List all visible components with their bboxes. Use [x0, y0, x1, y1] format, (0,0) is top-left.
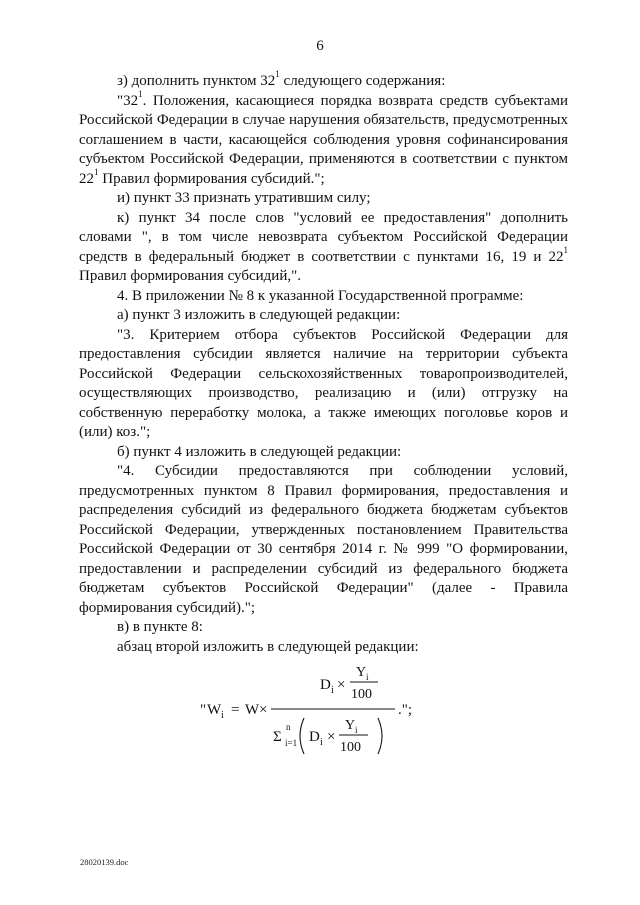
paragraph-z-text-a: з) дополнить пунктом 32	[117, 73, 276, 89]
formula-den-times: ×	[327, 729, 336, 745]
paragraph-k-text-a: к) пункт 34 после слов "условий ее предоставления" дополнить словами ", в том числе невозврата субъектом Российской Федерации средств в федеральный бюджет в соответствии с пунктами 16, 19 и 22	[79, 209, 568, 265]
formula-den-d-sub: i	[320, 737, 323, 748]
formula-num-y-sub: i	[366, 672, 369, 682]
formula-den-d: D	[309, 729, 320, 745]
paragraph-k-superscript: 1	[563, 244, 568, 255]
paragraph-3-quote: "3. Критерием отбора субъектов Российской Федерации для предоставления субсидии является наличие на территории субъекта Российской Федерации сельскохозяйственных товаропроизводителей, осуществляющих производство, реализацию и (или) отгрузку на собственную переработку молока, а также имеющих поголовье коров и (или) коз.";	[79, 326, 568, 440]
paragraph-k	[79, 209, 568, 287]
formula-closing: .";	[398, 702, 413, 718]
formula-left-paren	[300, 718, 304, 754]
formula-den-y: Y	[345, 718, 356, 733]
paragraph-32-text-a: "32	[117, 92, 139, 109]
paragraph-k-text-b: Правил формирования субсидий,".	[79, 268, 301, 284]
paragraph-z-text-b: следующего содержания:	[279, 73, 446, 89]
paragraph-b: б) пункт 4 изложить в следующей редакции:	[117, 443, 402, 460]
formula-times-1: ×	[259, 702, 268, 718]
formula-equals: =	[231, 702, 240, 718]
paragraph-32-text-b: . Положения, касающиеся порядка возврата средств субъектами Российской Федерации в случае нарушения обязательств, предусмотренных соглашением в части, касающейся соблюдения уровня софинансирования субъектом Российской Федерации, применяются в соответствии с пунктом 22	[79, 92, 568, 187]
formula-den-hundred: 100	[340, 740, 361, 755]
formula-den-y-sub: i	[355, 725, 358, 735]
paragraph-32-text-c: Правил формирования субсидий.";	[98, 170, 325, 187]
paragraph-z	[79, 69, 568, 92]
formula-lhs-sub: i	[221, 710, 224, 721]
formula-num-d-sub: i	[331, 685, 334, 696]
formula-svg	[0, 656, 640, 766]
formula-right-paren	[378, 718, 382, 754]
formula-num-y: Y	[356, 665, 367, 680]
paragraph-32	[79, 88, 568, 190]
page-number: 6	[316, 38, 324, 54]
formula-block	[0, 656, 640, 766]
paragraph-v: в) в пункте 8:	[117, 619, 203, 635]
paragraph-32-superscript: 1	[138, 88, 143, 99]
formula-sum-upper: n	[286, 722, 291, 732]
paragraph-i: и) пункт 33 признать утратившим силу;	[117, 190, 371, 206]
paragraph-32-superscript-2: 1	[94, 166, 99, 177]
document-body	[79, 69, 568, 657]
formula-lhs: W	[207, 702, 222, 718]
formula-sum-lower: i=1	[285, 738, 298, 748]
formula-sigma: Σ	[273, 729, 282, 745]
paragraph-z-superscript: 1	[275, 69, 280, 79]
formula-w: W	[245, 702, 260, 718]
formula-num-d: D	[320, 677, 331, 693]
paragraph-4: 4. В приложении № 8 к указанной Государственной программе:	[117, 287, 524, 304]
paragraph-abzac: абзац второй изложить в следующей редакции:	[117, 638, 419, 655]
formula-open-quote: "	[200, 702, 207, 718]
paragraph-4-quote: "4. Субсидии предоставляются при соблюдении условий, предусмотренных пунктом 8 Правил формирования, предоставления и распределения субсидий из федерального бюджета бюджетам субъектов Российской Федерации, утвержденных постановлением Правительства Российской Федерации от 30 сентября 2014 г. № 999 "О формировании, предоставлении и распределении субсидий из федерального бюджета бюджетам субъектов Российской Федерации" (далее - Правила формирования субсидий).";	[79, 463, 568, 616]
formula-num-hundred: 100	[351, 687, 372, 702]
footer-doc-code: 28020139.doc	[80, 857, 129, 867]
paragraph-a: а) пункт 3 изложить в следующей редакции:	[117, 307, 401, 323]
formula-num-times: ×	[337, 677, 346, 693]
